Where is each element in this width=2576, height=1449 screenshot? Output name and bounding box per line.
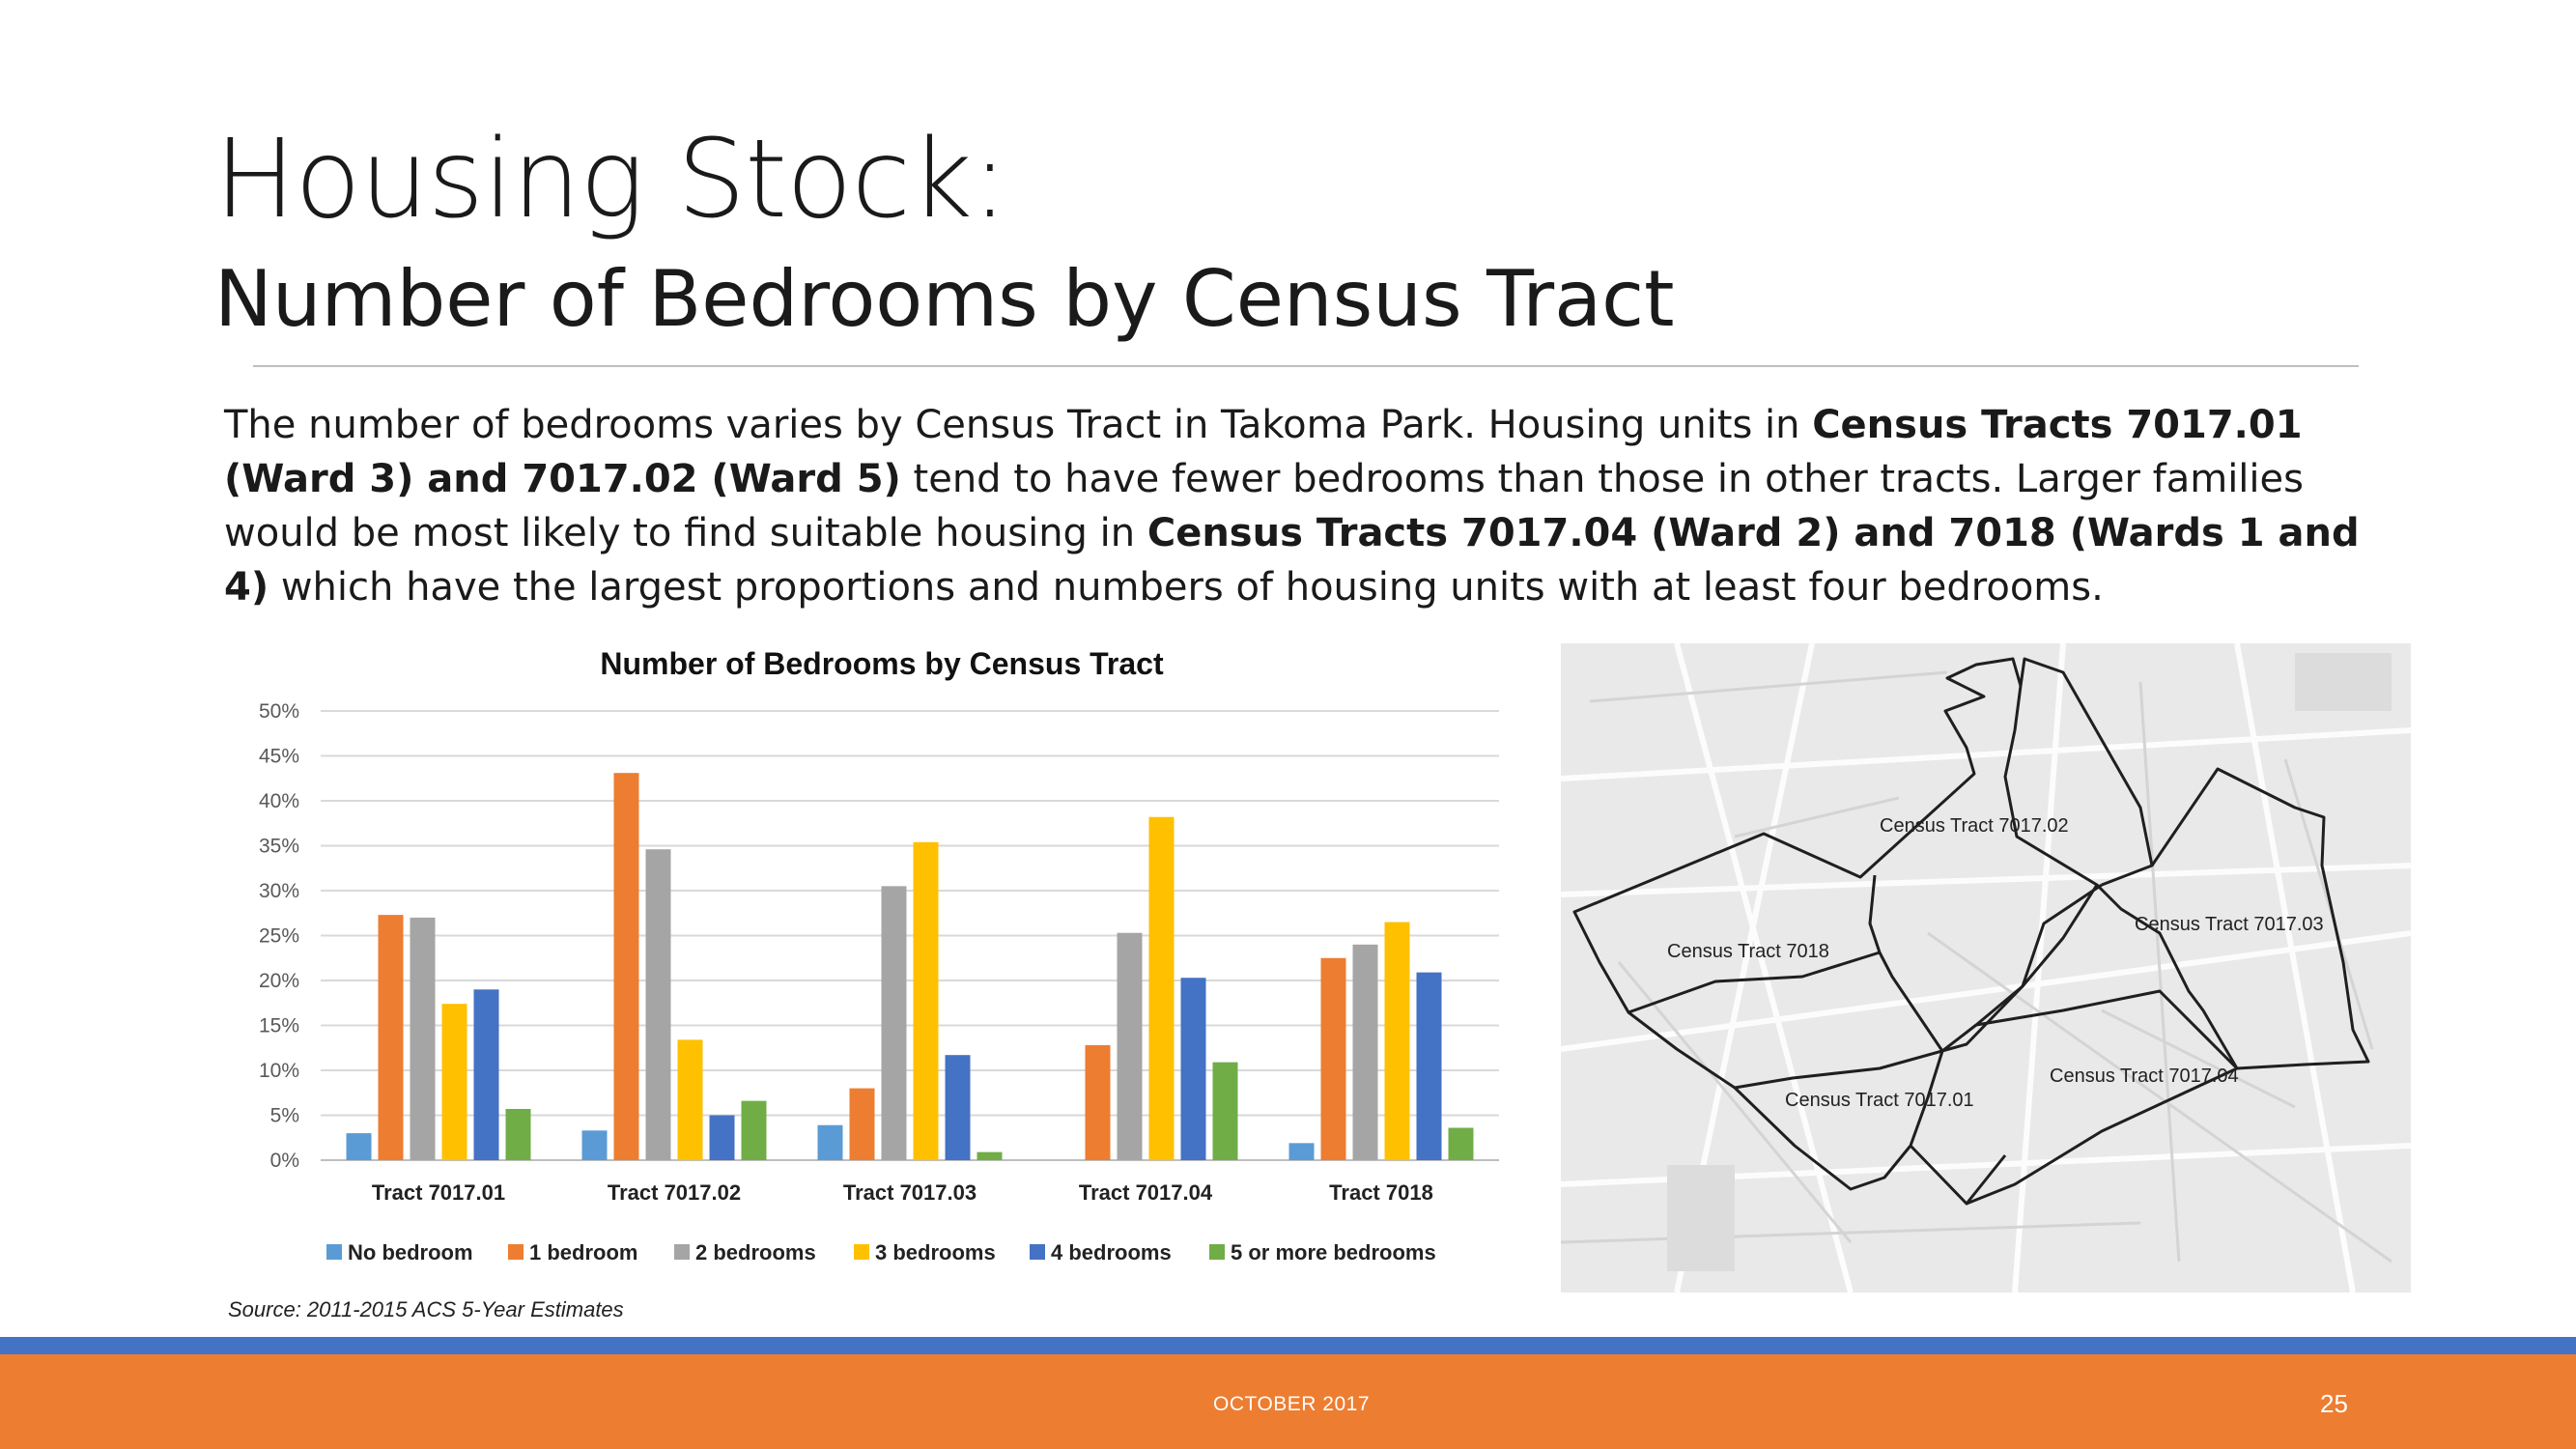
y-tick-label: 35% bbox=[258, 835, 299, 858]
bar-4-3 bbox=[1385, 923, 1410, 1160]
y-tick-label: 45% bbox=[258, 745, 299, 768]
y-tick-label: 30% bbox=[258, 880, 299, 902]
slide-title: Housing Stock: bbox=[214, 117, 1007, 242]
x-tick-label: Tract 7017.04 bbox=[1078, 1180, 1213, 1205]
y-tick-label: 0% bbox=[269, 1150, 299, 1172]
bar-4-2 bbox=[1353, 945, 1378, 1160]
x-tick-label: Tract 7017.01 bbox=[371, 1180, 506, 1205]
map-label-7017-04: Census Tract 7017.04 bbox=[2050, 1065, 2239, 1087]
chart-x-axis bbox=[372, 1180, 1433, 1205]
chart-bars bbox=[347, 773, 1474, 1160]
bar-0-1 bbox=[379, 915, 404, 1160]
legend-swatch bbox=[326, 1244, 342, 1260]
bar-0-3 bbox=[442, 1004, 467, 1160]
legend-swatch bbox=[1030, 1244, 1045, 1260]
bar-0-5 bbox=[506, 1109, 531, 1160]
y-tick-label: 20% bbox=[258, 970, 299, 992]
footer-date: OCTOBER 2017 bbox=[1213, 1393, 1371, 1415]
bar-1-5 bbox=[742, 1101, 767, 1160]
legend-swatch bbox=[854, 1244, 869, 1260]
body-text-1: The number of bedrooms varies by Census Tract in Takoma Park. Housing units in bbox=[224, 403, 1813, 447]
title-divider bbox=[253, 365, 2359, 367]
map-label-7017-02: Census Tract 7017.02 bbox=[1880, 815, 2069, 837]
bar-3-4 bbox=[1181, 978, 1206, 1160]
bar-2-1 bbox=[850, 1089, 875, 1160]
bar-0-0 bbox=[347, 1133, 372, 1160]
bar-4-1 bbox=[1321, 958, 1346, 1160]
bar-2-4 bbox=[946, 1055, 971, 1160]
slide-subtitle: Number of Bedrooms by Census Tract bbox=[214, 254, 1675, 344]
legend-label: 4 bedrooms bbox=[1051, 1240, 1172, 1264]
x-tick-label: Tract 7017.02 bbox=[607, 1180, 742, 1205]
y-tick-label: 40% bbox=[258, 790, 299, 812]
bar-1-2 bbox=[646, 849, 671, 1160]
map-label-7018: Census Tract 7018 bbox=[1667, 941, 1829, 962]
body-text-3: which have the largest proportions and numbers of housing units with at least four bedrooms. bbox=[269, 565, 2104, 610]
bar-1-0 bbox=[582, 1130, 608, 1160]
bar-3-3 bbox=[1149, 817, 1175, 1160]
bar-3-5 bbox=[1213, 1063, 1238, 1160]
legend-label: No bedroom bbox=[348, 1240, 473, 1264]
map-label-7017-01: Census Tract 7017.01 bbox=[1785, 1090, 1974, 1111]
map-label-7017-03: Census Tract 7017.03 bbox=[2135, 914, 2324, 935]
map-graphic bbox=[1561, 643, 2411, 1293]
legend-label: 3 bedrooms bbox=[875, 1240, 996, 1264]
bar-4-0 bbox=[1289, 1143, 1315, 1160]
bar-2-3 bbox=[914, 842, 939, 1160]
bar-4-5 bbox=[1449, 1128, 1474, 1160]
x-tick-label: Tract 7017.03 bbox=[842, 1180, 977, 1205]
x-tick-label: Tract 7018 bbox=[1329, 1180, 1433, 1205]
body-bold-2: Census Tracts 7017.04 (Ward 2) and 7018 (Wards 1 and 4) bbox=[224, 511, 2360, 610]
y-tick-label: 25% bbox=[258, 924, 299, 948]
bar-3-1 bbox=[1086, 1045, 1111, 1160]
bar-2-0 bbox=[818, 1125, 843, 1160]
y-tick-label: 50% bbox=[258, 700, 299, 723]
legend-label: 2 bedrooms bbox=[695, 1240, 816, 1264]
legend-swatch bbox=[1209, 1244, 1225, 1260]
y-tick-label: 5% bbox=[269, 1104, 299, 1127]
bar-1-4 bbox=[710, 1116, 735, 1161]
chart-legend bbox=[326, 1240, 1436, 1264]
y-tick-label: 15% bbox=[258, 1014, 299, 1037]
census-tract-map bbox=[1561, 643, 2411, 1293]
bar-2-5 bbox=[977, 1152, 1003, 1160]
bar-chart bbox=[212, 638, 1507, 1275]
legend-swatch bbox=[674, 1244, 690, 1260]
bar-0-4 bbox=[474, 989, 499, 1160]
page-number: 25 bbox=[2320, 1389, 2348, 1418]
bar-2-2 bbox=[882, 886, 907, 1160]
legend-swatch bbox=[508, 1244, 524, 1260]
bar-1-3 bbox=[678, 1039, 703, 1160]
body-text-2: tend to have fewer bedrooms than those in other tracts. Larger families would be most likely to find suitable housing in bbox=[224, 457, 2304, 555]
bar-4-4 bbox=[1417, 973, 1442, 1160]
bar-1-1 bbox=[614, 773, 639, 1160]
chart-title: Number of Bedrooms by Census Tract bbox=[600, 646, 1164, 681]
legend-label: 1 bedroom bbox=[529, 1240, 638, 1264]
legend-label: 5 or more bedrooms bbox=[1231, 1240, 1436, 1264]
source-note: Source: 2011-2015 ACS 5-Year Estimates bbox=[228, 1297, 624, 1321]
footer-blue-band bbox=[0, 1337, 2576, 1354]
body-bold-1: Census Tracts 7017.01 (Ward 3) and 7017.02 (Ward 5) bbox=[224, 403, 2303, 501]
bar-0-2 bbox=[410, 918, 436, 1160]
bar-3-2 bbox=[1118, 933, 1143, 1160]
y-tick-label: 10% bbox=[258, 1060, 299, 1082]
body-paragraph bbox=[224, 398, 2388, 614]
